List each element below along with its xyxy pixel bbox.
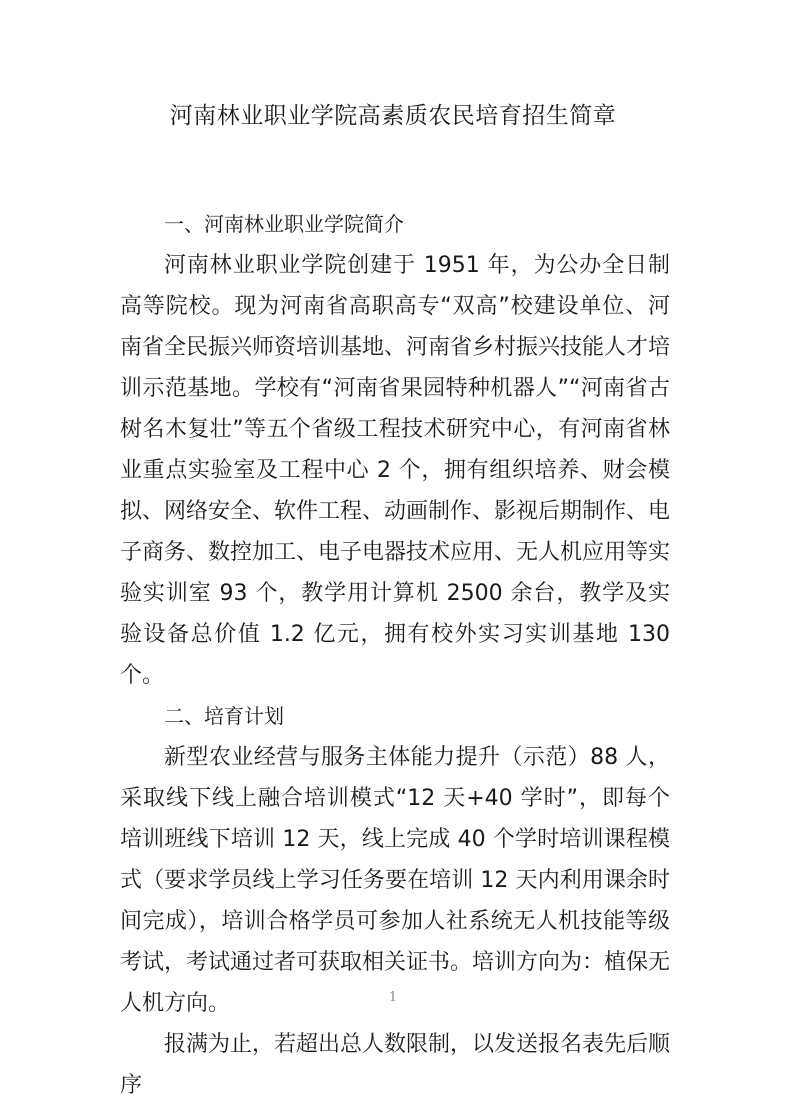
page-number: 1 (388, 990, 398, 1005)
document-title: 河南林业职业学院高素质农民培育招生简章 (169, 103, 617, 129)
section-paragraph-intro: 河南林业职业学院创建于 1951 年，为公办全日制高等院校。现为河南省高职高专“双高”校建设单位、河南省全民振兴师资培训基地、河南省乡村振兴技能人才培训示范基地。学校有“河南省果园特种机器人”“河南省古树名木复壮”等五个省级工程技术研究中心，有河南省林业重点实验室及工程中心 2 个，拥有组织培养、财会模拟、网络安全、软件工程、动画制作、影视后期制作、电子商务、数控加工、电子电器技术应用、无人机应用等实验实训室 93 个，教学用计算机 2500 余台，教学及实验设备总价值 1.2 亿元，拥有校外实习实训基地 130 个。 (120, 253, 671, 688)
section-heading-intro: 一、河南林业职业学院简介 (164, 212, 404, 236)
section-paragraph-enrollment: 报满为止，若超出总人数限制，以发送报名表先后顺序 (120, 1032, 671, 1098)
section-paragraph-plan: 新型农业经营与服务主体能力提升（示范）88 人，采取线下线上融合培训模式“12 天+40 学时”，即每个培训班线下培训 12 天，线上完成 40 个学时培训课程模式（要求学员线上学习任务要在培训 12 天内利用课余时间完成），培训合格学员可参加人社系统无人机技能等级考试，考试通过者可获取相关证书。培训方向为：植保无人机方向。 (120, 745, 671, 1016)
section-heading-plan: 二、培育计划 (164, 704, 284, 728)
document-body (120, 204, 670, 1106)
